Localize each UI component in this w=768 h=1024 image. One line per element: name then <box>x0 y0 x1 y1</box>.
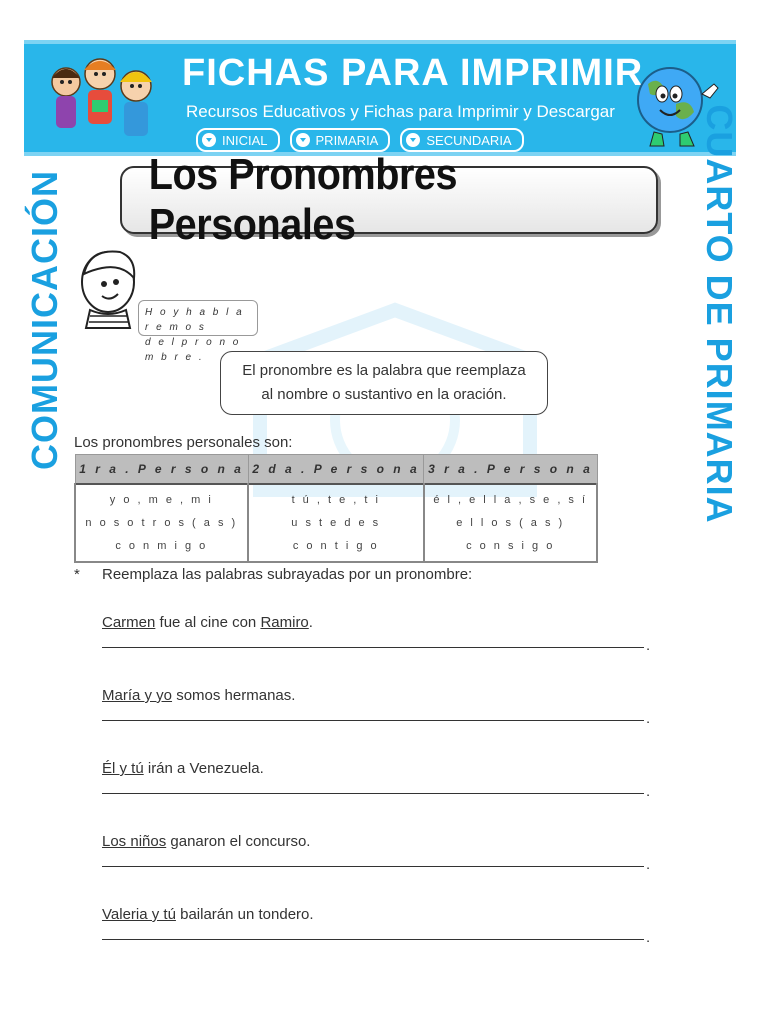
cell-line: n o s o t r o s ( a s ) <box>85 516 238 529</box>
underlined-words: Él y tú <box>102 760 144 777</box>
nav-buttons <box>196 128 524 152</box>
definition-line-1: El pronombre es la palabra que reemplaza <box>242 362 526 379</box>
second-person-cell <box>248 484 424 562</box>
cell-line: t ú , t e , t i <box>291 493 381 506</box>
site-subtitle: Recursos Educativos y Fichas para Imprimir y Descargar <box>186 102 615 121</box>
first-person-cell <box>75 484 248 562</box>
answer-line[interactable] <box>102 646 644 648</box>
speech-line-2: d e l p r o n o m b r e . <box>145 337 241 363</box>
nav-inicial-button[interactable] <box>196 128 280 152</box>
sentence-text: irán a Venezuela. <box>143 760 264 777</box>
exercise-instruction <box>74 566 472 583</box>
definition-line-2: al nombre o sustantivo en la oración. <box>261 386 507 403</box>
exercise-item-5 <box>102 906 650 979</box>
grade-side-label <box>696 104 742 524</box>
table-header-row <box>75 455 597 485</box>
underlined-words: Carmen <box>102 614 156 631</box>
arrow-down-icon <box>296 133 310 147</box>
header-second-person: 2 d a . P e r s o n a <box>248 455 424 485</box>
exercise-sentence <box>102 614 650 632</box>
nav-inicial-label: INICIAL <box>222 132 268 148</box>
underlined-words: María y yo <box>102 687 173 704</box>
page-title-box <box>120 150 658 249</box>
sentence-text: ganaron el concurso. <box>166 833 311 850</box>
exercise-sentence <box>102 833 650 851</box>
underlined-words: Ramiro <box>260 614 309 631</box>
third-person-cell <box>424 484 597 562</box>
cell-line: c o n m i g o <box>115 539 208 552</box>
sentence-text: fue al cine con <box>155 614 261 631</box>
answer-line[interactable] <box>102 938 644 940</box>
cell-line: u s t e d e s <box>291 516 381 529</box>
header-third-person: 3 r a . P e r s o n a <box>424 455 597 485</box>
bullet-star: * <box>74 566 80 583</box>
cell-line: e l l o s ( a s ) <box>456 516 565 529</box>
cell-line: é l , e l l a , s e , s í <box>433 493 588 506</box>
answer-line[interactable] <box>102 792 644 794</box>
answer-line[interactable] <box>102 719 644 721</box>
exercise-item-4 <box>102 833 650 906</box>
sentence-text: somos hermanas. <box>172 687 296 704</box>
boy-mascot-icon <box>76 244 142 330</box>
answer-line[interactable] <box>102 865 644 867</box>
arrow-down-icon <box>406 133 420 147</box>
underlined-words: Los niños <box>102 833 167 850</box>
cell-line: c o n s i g o <box>466 539 555 552</box>
grade-text: CUARTO DE PRIMARIA <box>699 104 740 524</box>
table-row <box>75 484 597 562</box>
subject-side-label <box>22 160 68 480</box>
exercise-item-1 <box>102 614 650 687</box>
sentence-text: bailarán un tondero. <box>175 906 314 923</box>
exercise-sentence <box>102 760 650 778</box>
nav-secundaria-label: SECUNDARIA <box>426 132 512 148</box>
nav-primaria-button[interactable] <box>290 128 391 152</box>
exercise-item-2 <box>102 687 650 760</box>
nav-primaria-label: PRIMARIA <box>315 132 379 148</box>
exercise-item-3 <box>102 760 650 833</box>
exercise-list <box>102 614 650 979</box>
sentence-end: . <box>308 614 313 631</box>
speech-bubble <box>138 300 258 363</box>
page-title: Los Pronombres Personales <box>148 150 458 249</box>
site-title: FICHAS PARA IMPRIMIR <box>182 52 644 94</box>
cell-line: y o , m e , m i <box>109 493 214 506</box>
kids-illustration-icon <box>36 46 168 150</box>
cell-line: c o n t i g o <box>292 539 380 552</box>
subject-text: COMUNICACIÓN <box>24 170 65 470</box>
definition-box <box>220 351 548 415</box>
pronoun-table <box>74 454 598 563</box>
underlined-words: Valeria y tú <box>102 906 176 923</box>
nav-secundaria-button[interactable] <box>400 128 523 152</box>
arrow-down-icon <box>202 133 216 147</box>
banner-top-stripe <box>24 40 736 44</box>
instruction-text: Reemplaza las palabras subrayadas por un pronombre: <box>102 566 473 583</box>
exercise-sentence <box>102 687 650 705</box>
header-banner <box>24 40 736 156</box>
exercise-sentence <box>102 906 650 924</box>
speech-line-1: H o y h a b l a r e m o s <box>145 307 245 333</box>
header-first-person: 1 r a . P e r s o n a <box>75 455 248 485</box>
pronoun-list-intro: Los pronombres personales son: <box>74 434 293 451</box>
